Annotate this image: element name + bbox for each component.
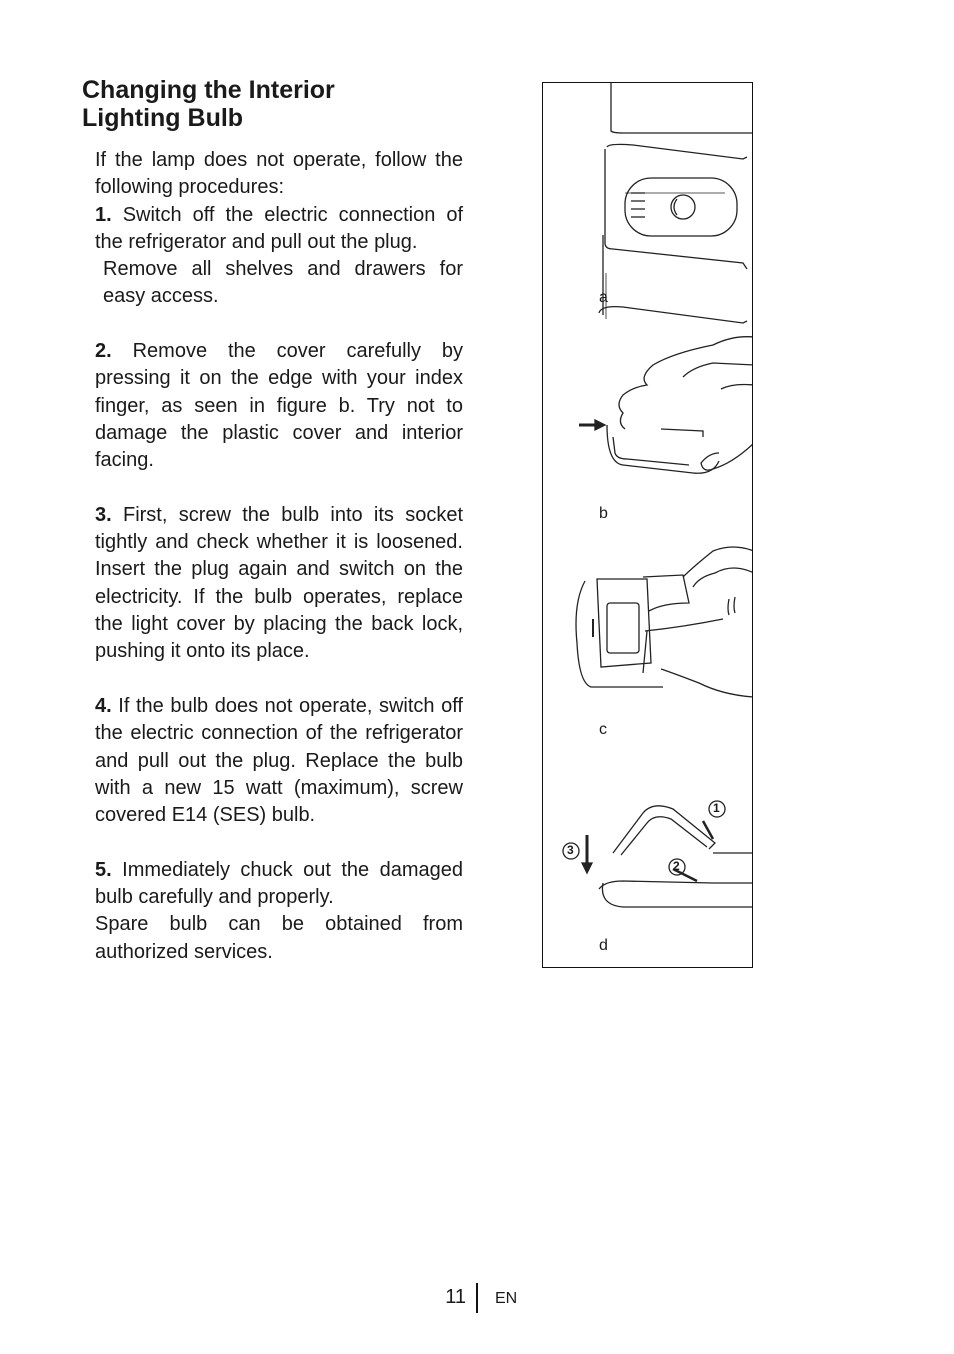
cover-removal-illustration <box>576 547 753 697</box>
step-number: 5. <box>95 858 112 881</box>
figure-label-b: b <box>599 505 608 522</box>
figure-label-a: a <box>599 289 608 306</box>
step-1 <box>82 202 463 257</box>
step-number: 4. <box>95 694 112 717</box>
finger-press-illustration <box>579 337 753 474</box>
step-5-note: Spare bulb can be obtained from authorized services. <box>95 913 463 963</box>
step-text: Immediately chuck out the damaged bulb carefully and properly. <box>95 858 463 909</box>
bulb-replacement-figure <box>542 82 753 968</box>
step-text: Remove the cover carefully by pressing it on the edge with your index finger, as seen in figure b. Try not to damage the plastic cover and interior facing. <box>95 340 463 472</box>
figure-label-d: d <box>599 937 608 954</box>
figure-label-c: c <box>599 721 607 738</box>
callout-1: 1 <box>713 801 720 815</box>
step-5 <box>82 857 463 912</box>
language-code: EN <box>495 1290 518 1307</box>
figure-illustration <box>543 83 753 968</box>
step-text: Switch off the electric connection of the refrigerator and pull out the plug. <box>95 203 463 253</box>
page-number: 11 <box>445 1286 466 1308</box>
page-title <box>82 76 482 132</box>
cover-replace-illustration <box>563 801 753 907</box>
title-line-1: Changing the Interior <box>82 76 335 104</box>
step-number: 1. <box>95 203 112 226</box>
intro-paragraph: If the lamp does not operate, follow the following procedures: <box>95 149 463 199</box>
footer-divider <box>476 1283 478 1313</box>
step-1-note: Remove all shelves and drawers for easy access. <box>103 258 463 308</box>
step-number: 3. <box>95 503 112 526</box>
step-2 <box>82 338 463 474</box>
step-text: If the bulb does not operate, switch off the electric connection of the refrigerator and pull out the plug. Replace the bulb with a new 15 watt (maximum), screw covered E14 (SES) bulb. <box>95 694 463 827</box>
callout-3: 3 <box>567 843 574 857</box>
title-line-2: Lighting Bulb <box>82 104 244 132</box>
step-4 <box>82 693 463 829</box>
step-text: First, screw the bulb into its socket tightly and check whether it is loosened. Insert the plug again and switch on the electricity. If the bulb operates, replace the light cover by placing the back lock, pushing it onto its place. <box>95 503 464 663</box>
step-number: 2. <box>95 340 112 363</box>
callout-2: 2 <box>673 859 680 873</box>
lamp-housing-illustration <box>599 83 753 323</box>
instructions-text <box>82 147 463 966</box>
step-3 <box>82 502 463 666</box>
